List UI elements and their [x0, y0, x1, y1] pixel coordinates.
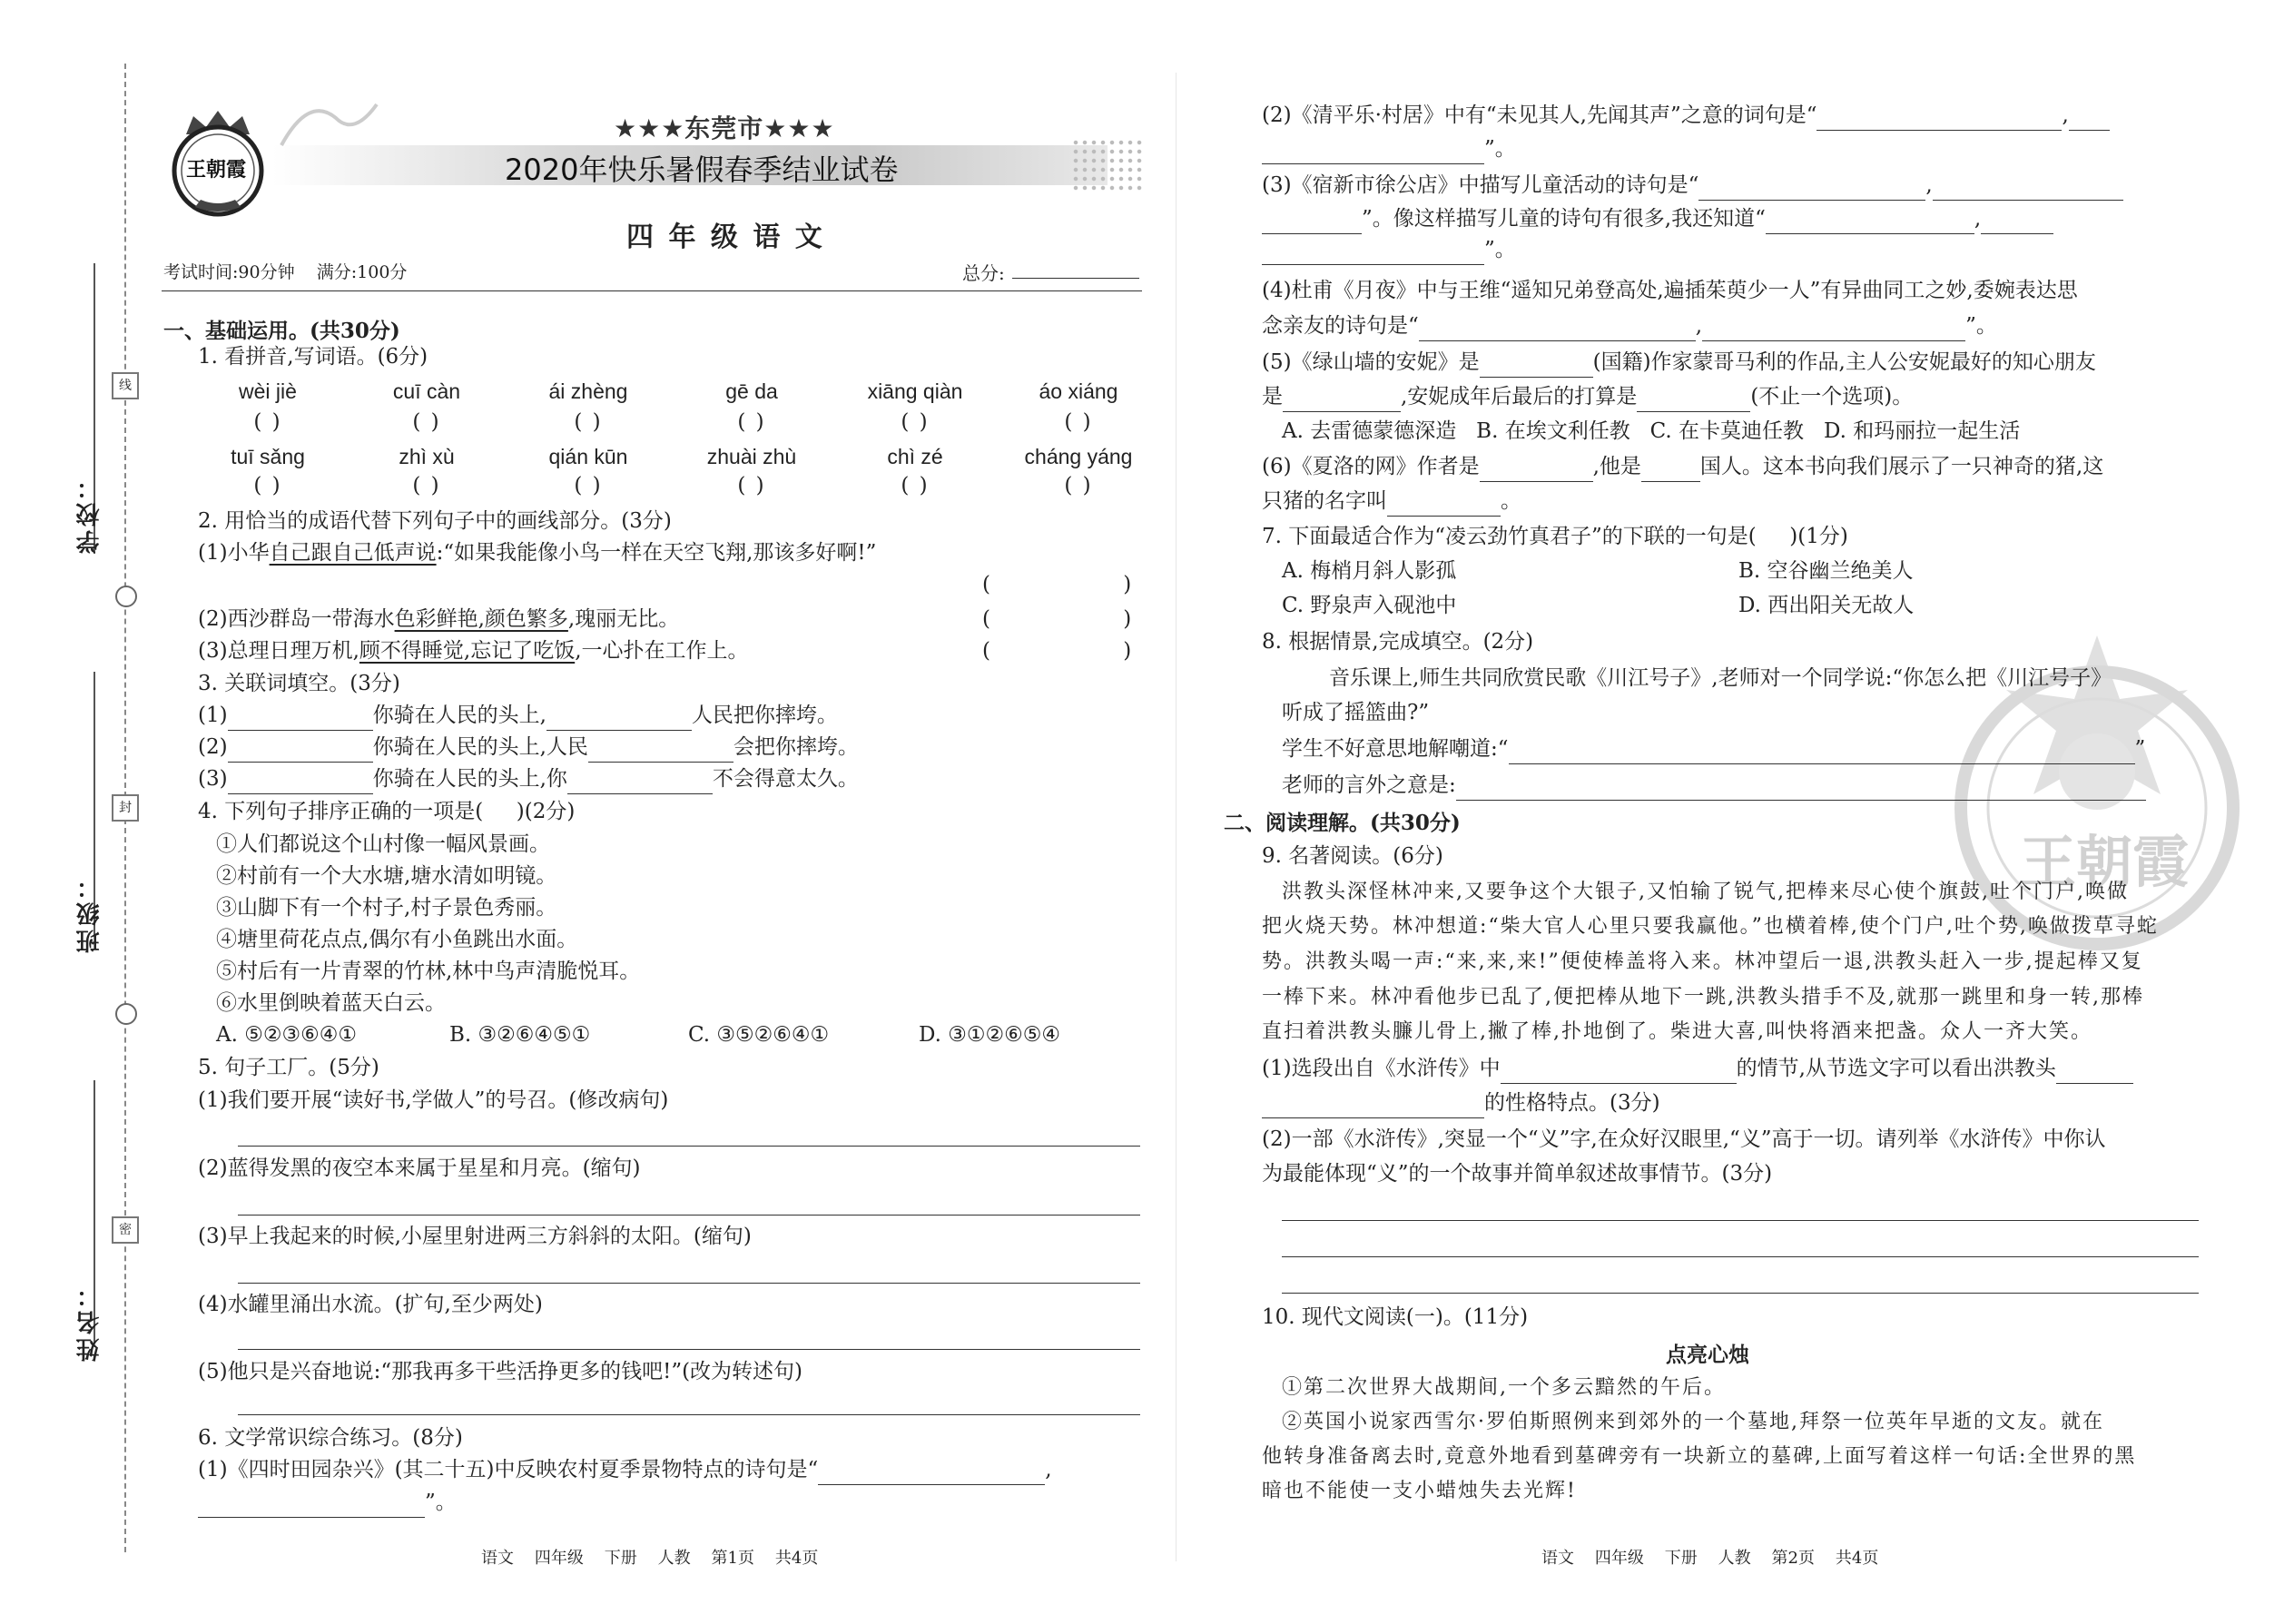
- total-score-label: 总分:: [962, 262, 1005, 284]
- total-score-field[interactable]: [1012, 278, 1139, 280]
- pinyin: gē da: [725, 379, 778, 403]
- q6-5: (5)《绿山墙的安妮》是 (国籍)作家蒙哥马利的作品,主人公安妮最好的知心朋友: [1262, 347, 2096, 378]
- q2-answer-3[interactable]: ( ): [982, 639, 1132, 663]
- q6-1-cont: ”。: [198, 1487, 457, 1518]
- q10-paragraph-2: 他转身准备离去时,竟意外地看到墓碑旁有一块新立的墓碑,上面写着这样一句话:全世界的黑: [1262, 1445, 2137, 1468]
- q4-item: ⑥水里倒映着蓝天白云。: [216, 991, 446, 1015]
- q5-item: (1)我们要开展“读好书,学做人”的号召。(修改病句): [198, 1088, 669, 1112]
- q9-2-cont: 为最能体现“义”的一个故事并简单叙述故事情节。(3分): [1262, 1162, 1773, 1186]
- answer-box[interactable]: ( ): [574, 410, 603, 434]
- answer-box[interactable]: ( ): [737, 410, 766, 434]
- q6-4: (4)杜甫《月夜》中与王维“遥知兄弟登高处,遍插茱萸少一人”有异曲同工之妙,委婉表达思: [1262, 279, 2078, 302]
- q7-option-b[interactable]: B. 空谷幽兰绝美人: [1738, 559, 1914, 583]
- answer-box[interactable]: ( ): [901, 410, 930, 434]
- pinyin: cháng yáng: [1024, 445, 1133, 468]
- answer-box[interactable]: ( ): [574, 474, 603, 497]
- answer-box[interactable]: ( ): [412, 474, 441, 497]
- exam-time: 考试时间:90分钟 满分:100分: [163, 262, 408, 282]
- q3-line-3: (3) 你骑在人民的头上,你 不会得意太久。: [198, 763, 859, 794]
- q10-paragraph-1: ①第二次世界大战期间,一个多云黯然的午后。: [1282, 1376, 1726, 1399]
- section-1-title: 一、基础运用。(共30分): [163, 319, 400, 343]
- exam-city: ★★★东莞市★★★: [614, 113, 835, 143]
- q8-scenario: 音乐课上,师生共同欣赏民歌《川江号子》,老师对一个同学说:“你怎么把《川江号子》: [1329, 666, 2112, 690]
- q6-6-cont: 只猪的名字叫 。: [1262, 486, 1521, 517]
- pinyin: áo xiáng: [1039, 379, 1118, 403]
- q7-title: 7. 下面最适合作为“凌云劲竹真君子”的下联的一句是( )(1分): [1262, 525, 1848, 548]
- footer-page-1: 语文 四年级 下册 人教 第1页 共4页: [481, 1549, 819, 1568]
- q9-passage: 洪教头深怪林冲来,又要争这个大银子,又怕输了锐气,把棒来尽心使个旗鼓,吐个门户,唤做: [1282, 881, 2129, 903]
- q4-title: 4. 下列句子排序正确的一项是( )(2分): [198, 800, 576, 823]
- q4-option-a[interactable]: A. ⑤②③⑥④①: [216, 1023, 357, 1047]
- q7-option-a[interactable]: A. 梅梢月斜人影孤: [1282, 559, 1457, 583]
- q6-6: (6)《夏洛的网》作者是 ,他是 国人。这本书向我们展示了一只神奇的猪,这: [1262, 451, 2103, 482]
- q2-sentence-2: (2)西沙群岛一带海水色彩鲜艳,颜色繁多,瑰丽无比。: [198, 607, 680, 631]
- q9-answer-line[interactable]: [1282, 1256, 2199, 1258]
- binding-mark-seal: 封: [112, 794, 139, 822]
- q6-5-cont: 是 ,安妮成年后最后的打算是 (不止一个选项)。: [1262, 381, 1913, 412]
- q2-answer-1[interactable]: ( ): [982, 573, 1132, 596]
- pinyin: zhuài zhù: [706, 445, 797, 468]
- q6-4-cont: 念亲友的诗句是“ , ”。: [1262, 310, 1997, 341]
- q10-paragraph-2: ②英国小说家西雪尔·罗伯斯照例来到郊外的一个墓地,拜祭一位英年早逝的文友。就在: [1282, 1411, 2104, 1433]
- answer-box[interactable]: ( ): [253, 410, 282, 434]
- q5-answer-line[interactable]: [238, 1146, 1140, 1147]
- q4-item: ②村前有一个大水塘,塘水清如明镜。: [216, 864, 557, 888]
- pinyin: wèi jiè: [239, 379, 297, 403]
- q8-teacher: 老师的言外之意是:: [1282, 770, 2146, 801]
- q6-1: (1)《四时田园杂兴》(其二十五)中反映农村夏季景物特点的诗句是“ ,: [198, 1454, 1052, 1485]
- q9-answer-line[interactable]: [1282, 1293, 2199, 1294]
- q1-title: 1. 看拼音,写词语。(6分): [198, 345, 428, 369]
- q5-item: (2)蓝得发黑的夜空本来属于星星和月亮。(缩句): [198, 1156, 641, 1180]
- pinyin: chì zé: [887, 445, 943, 468]
- answer-box[interactable]: ( ): [737, 474, 766, 497]
- q7-option-d[interactable]: D. 西出阳关无故人: [1738, 594, 1915, 617]
- q10-passage-title: 点亮心烛: [1666, 1343, 1749, 1367]
- q4-option-d[interactable]: D. ③①②⑥⑤④: [919, 1023, 1060, 1047]
- q6-3-cont2: ”。: [1262, 234, 1516, 265]
- q7-option-c[interactable]: C. 野泉声入砚池中: [1282, 594, 1457, 617]
- header-rule: [162, 290, 1142, 291]
- q4-item: ⑤村后有一片青翠的竹林,林中鸟声清脆悦耳。: [216, 960, 641, 983]
- q6-2-cont: ”。: [1262, 133, 1516, 164]
- pinyin: zhì xù: [399, 445, 455, 468]
- q3-line-1: (1) 你骑在人民的头上, 人民把你摔垮。: [198, 700, 838, 731]
- q4-item: ①人们都说这个山村像一幅风景画。: [216, 832, 550, 856]
- q9-answer-line[interactable]: [1282, 1220, 2199, 1222]
- school-label: 学校：: [76, 472, 103, 554]
- q6-3-cont: ”。像这样描写儿童的诗句有很多,我还知道“ ,: [1262, 203, 2053, 234]
- q4-option-c[interactable]: C. ③⑤②⑥④①: [688, 1023, 830, 1047]
- binding-ring: [115, 1003, 137, 1025]
- q5-answer-line[interactable]: [238, 1215, 1140, 1216]
- q2-title: 2. 用恰当的成语代替下列句子中的画线部分。(3分): [198, 509, 672, 533]
- binding-mark-line: 线: [112, 372, 139, 399]
- q8-title: 8. 根据情景,完成填空。(2分): [1262, 630, 1534, 654]
- answer-box[interactable]: ( ): [1064, 474, 1093, 497]
- pinyin: cuī càn: [392, 379, 461, 403]
- section-2-title: 二、阅读理解。(共30分): [1224, 811, 1461, 835]
- q3-line-2: (2) 你骑在人民的头上,人民 会把你摔垮。: [198, 732, 859, 763]
- answer-box[interactable]: ( ): [901, 474, 930, 497]
- banner-dots: [1071, 138, 1144, 192]
- pinyin: ái zhèng: [548, 379, 628, 403]
- class-label: 班级：: [76, 871, 103, 953]
- watermark-text: 王朝霞: [2020, 829, 2190, 895]
- q2-sentence-1: (1)小华自己跟自己低声说:“如果我能像小鸟一样在天空飞翔,那该多好啊!”: [198, 541, 877, 565]
- q6-2: (2)《清平乐·村居》中有“未见其人,先闻其声”之意的词句是“ ,: [1262, 100, 2110, 131]
- pinyin: qián kūn: [548, 445, 628, 468]
- q6-title: 6. 文学常识综合练习。(8分): [198, 1426, 463, 1450]
- q5-title: 5. 句子工厂。(5分): [198, 1056, 379, 1079]
- q6-3: (3)《宿新市徐公店》中描写儿童活动的诗句是“ ,: [1262, 170, 2123, 201]
- q9-1-cont: 的性格特点。(3分): [1262, 1088, 1660, 1118]
- q4-item: ③山脚下有一个村子,村子景色秀丽。: [216, 896, 557, 920]
- answer-box[interactable]: ( ): [253, 474, 282, 497]
- binding-mark-secret: 密: [112, 1216, 139, 1244]
- ribbon-decoration: [272, 95, 381, 150]
- q10-title: 10. 现代文阅读(一)。(11分): [1262, 1305, 1529, 1329]
- q9-passage: 势。洪教头喝一声:“来,来,来!”便使棒盖将入来。林冲望后一退,洪教头赶入一步,提起棒又复: [1262, 950, 2143, 973]
- q9-passage: 把火烧天势。林冲想道:“柴大官人心里只要我赢他。”也横着棒,使个门户,吐个势,唤做拨草寻蛇: [1262, 915, 2159, 938]
- q5-item: (5)他只是兴奋地说:“那我再多干些活挣更多的钱吧!”(改为转述句): [198, 1360, 803, 1383]
- pinyin: tuī sǎng: [231, 445, 305, 468]
- q5-answer-line[interactable]: [238, 1349, 1140, 1351]
- logo-text: 王朝霞: [186, 158, 247, 182]
- publisher-logo: [159, 100, 277, 218]
- q9-passage: 直扫着洪教头臁儿骨上,撇了棒,扑地倒了。柴进大喜,叫快将酒来把盏。众人一齐大笑。: [1262, 1020, 2092, 1043]
- q3-title: 3. 关联词填空。(3分): [198, 672, 400, 695]
- answer-box[interactable]: ( ): [1064, 410, 1093, 434]
- q2-sentence-3: (3)总理日理万机,顾不得睡觉,忘记了吃饭,一心扑在工作上。: [198, 639, 749, 663]
- q8-student: 学生不好意思地解嘲道:“ ”: [1282, 733, 2145, 764]
- exam-title: 2020年快乐暑假春季结业试卷: [505, 153, 899, 187]
- q8-scenario-cont: 听成了摇篮曲?”: [1282, 701, 1430, 724]
- binding-ring: [115, 586, 137, 607]
- answer-box[interactable]: ( ): [412, 410, 441, 434]
- pinyin: xiāng qiàn: [867, 379, 963, 403]
- q10-paragraph-2: 暗也不能使一支小蜡烛失去光辉!: [1262, 1480, 1577, 1502]
- q4-item: ④塘里荷花点点,偶尔有小鱼跳出水面。: [216, 928, 578, 951]
- q9-title: 9. 名著阅读。(6分): [1262, 844, 1443, 868]
- name-label: 姓名：: [76, 1280, 103, 1362]
- q9-2: (2)一部《水浒传》,突显一个“义”字,在众好汉眼里,“义”高于一切。请列举《水浒传》中你认: [1262, 1127, 2106, 1151]
- q5-answer-line[interactable]: [238, 1283, 1140, 1284]
- q6-5-options[interactable]: A. 去雷德蒙德深造 B. 在埃文利任教 C. 在卡莫迪任教 D. 和玛丽拉一起生活: [1282, 419, 2021, 443]
- footer-page-2: 语文 四年级 下册 人教 第2页 共4页: [1541, 1549, 1879, 1568]
- q2-answer-2[interactable]: ( ): [982, 607, 1132, 631]
- q4-option-b[interactable]: B. ③②⑥④⑤①: [449, 1023, 591, 1047]
- q5-item: (3)早上我起来的时候,小屋里射进两三方斜斜的太阳。(缩句): [198, 1225, 752, 1248]
- q5-item: (4)水罐里涌出水流。(扩句,至少两处): [198, 1293, 543, 1316]
- subject-title: 四 年 级 语 文: [626, 221, 825, 253]
- q9-passage: 一棒下来。林冲看他步已乱了,便把棒从地下一跳,洪教头措手不及,就那一跳里和身一转,那棒: [1262, 986, 2144, 1009]
- q5-answer-line[interactable]: [238, 1414, 1140, 1416]
- q9-1: (1)选段出自《水浒传》中 的情节,从节选文字可以看出洪教头: [1262, 1053, 2133, 1084]
- page-fold: [1176, 73, 1177, 1561]
